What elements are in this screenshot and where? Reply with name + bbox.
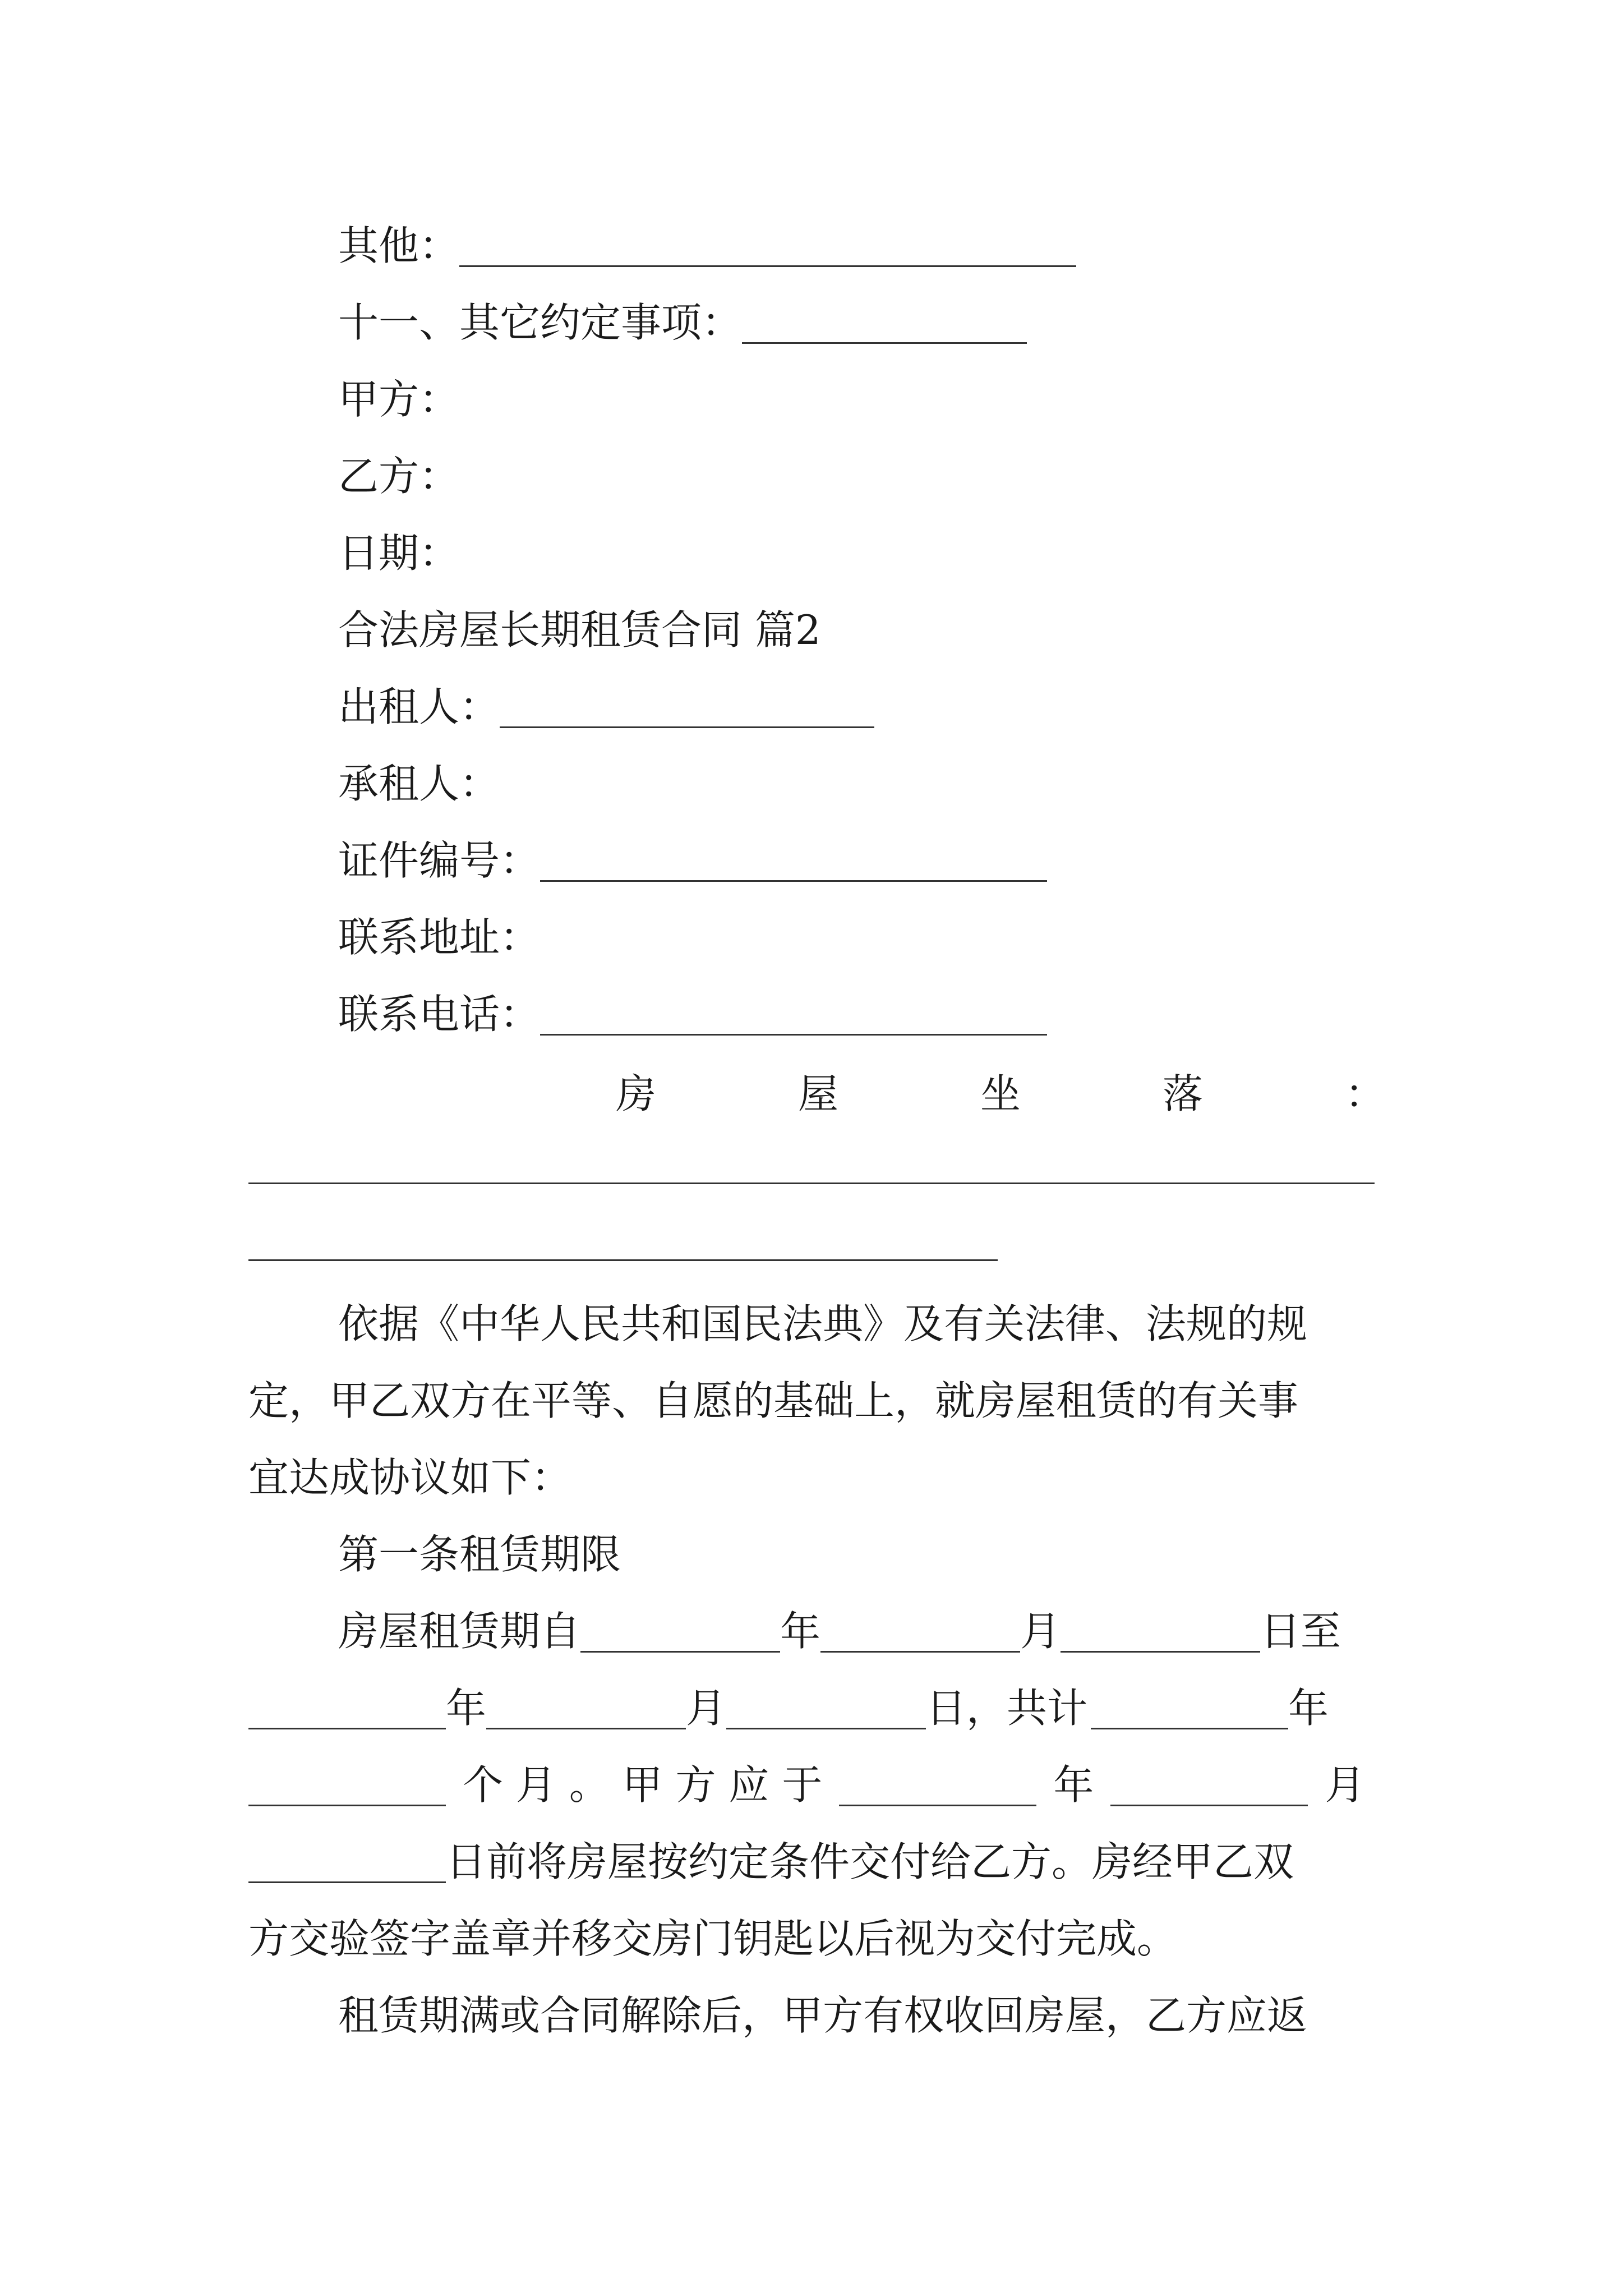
total-year-blank — [1091, 1687, 1288, 1729]
handover-month-label: 月 — [1325, 1761, 1366, 1809]
lessor-blank — [500, 686, 874, 728]
start-year-blank — [580, 1611, 780, 1653]
handover-year-blank — [839, 1764, 1036, 1806]
month-label: 月 — [1020, 1608, 1061, 1655]
end-year-label: 年 — [446, 1685, 487, 1732]
term-line-1 — [0, 1598, 1623, 1665]
year-label: 年 — [780, 1608, 821, 1655]
handover-day-blank — [248, 1841, 446, 1883]
location-char-3: 坐 — [980, 1070, 1021, 1117]
article1-title: 第一条租赁期限 — [338, 1531, 621, 1578]
total-month-blank — [248, 1764, 446, 1806]
location-colon: ： — [1345, 1070, 1386, 1117]
contract-title-2: 合法房屋长期租赁合同 篇2 — [338, 606, 821, 654]
end-day-blank — [726, 1687, 926, 1729]
term-start-label: 房屋租赁期自 — [338, 1608, 581, 1655]
start-day-blank — [1061, 1611, 1260, 1653]
para1-line-3: 宜达成协议如下： — [248, 1454, 572, 1501]
para-last-line-1: 租赁期满或合同解除后，甲方有权收回房屋，乙方应返 — [338, 1992, 1308, 2039]
location-char-4: 落 — [1163, 1070, 1204, 1117]
start-month-blank — [820, 1611, 1020, 1653]
other-label: 其他： — [338, 222, 460, 269]
party-a-label: 甲方： — [338, 376, 460, 423]
lessee-label: 承租人： — [338, 760, 500, 807]
date-label: 日期： — [338, 530, 460, 577]
item11-label: 十一、其它约定事项： — [338, 299, 743, 346]
id-line — [0, 827, 1623, 894]
id-label: 证件编号： — [338, 837, 541, 884]
location-blank-1 — [248, 1182, 1375, 1184]
location-char-2: 屋 — [798, 1070, 839, 1117]
item11-blank — [742, 302, 1027, 344]
end-month-label: 月 — [686, 1685, 727, 1732]
para1-line-1: 依据《中华人民共和国民法典》及有关法律、法规的规 — [338, 1300, 1308, 1347]
phone-blank — [540, 993, 1047, 1036]
term-line-2 — [0, 1674, 1623, 1742]
party-b-label: 乙方： — [338, 453, 460, 500]
handover-month-blank — [1110, 1764, 1308, 1806]
lessor-line — [0, 673, 1623, 740]
months-party-label: 个 月 。 甲 方 应 于 — [463, 1761, 823, 1809]
other-line — [0, 212, 1623, 279]
end-month-blank — [486, 1687, 686, 1729]
day-to-label: 日至 — [1260, 1608, 1341, 1655]
total-year-label: 年 — [1288, 1685, 1329, 1732]
handover-year-label: 年 — [1053, 1761, 1094, 1809]
location-char-1: 房 — [616, 1070, 657, 1117]
phone-line — [0, 981, 1623, 1048]
term-line-4 — [0, 1828, 1623, 1895]
term-line-3 — [0, 1751, 1623, 1819]
lessor-label: 出租人： — [338, 683, 500, 730]
day-total-label: 日，共计 — [926, 1685, 1088, 1732]
handover-text: 日前将房屋按约定条件交付给乙方。房经甲乙双 — [446, 1838, 1294, 1885]
para1-line-2: 定，甲乙双方在平等、自愿的基础上，就房屋租赁的有关事 — [248, 1377, 1299, 1424]
location-blank-2 — [248, 1259, 998, 1261]
phone-label: 联系电话： — [338, 991, 541, 1038]
end-year-blank — [248, 1687, 446, 1729]
id-blank — [540, 840, 1047, 882]
address-label: 联系地址： — [338, 914, 541, 961]
item11-line — [0, 289, 1623, 356]
term-line-5: 方交验签字盖章并移交房门钥匙以后视为交付完成。 — [248, 1915, 1178, 1962]
other-blank — [459, 225, 1076, 267]
